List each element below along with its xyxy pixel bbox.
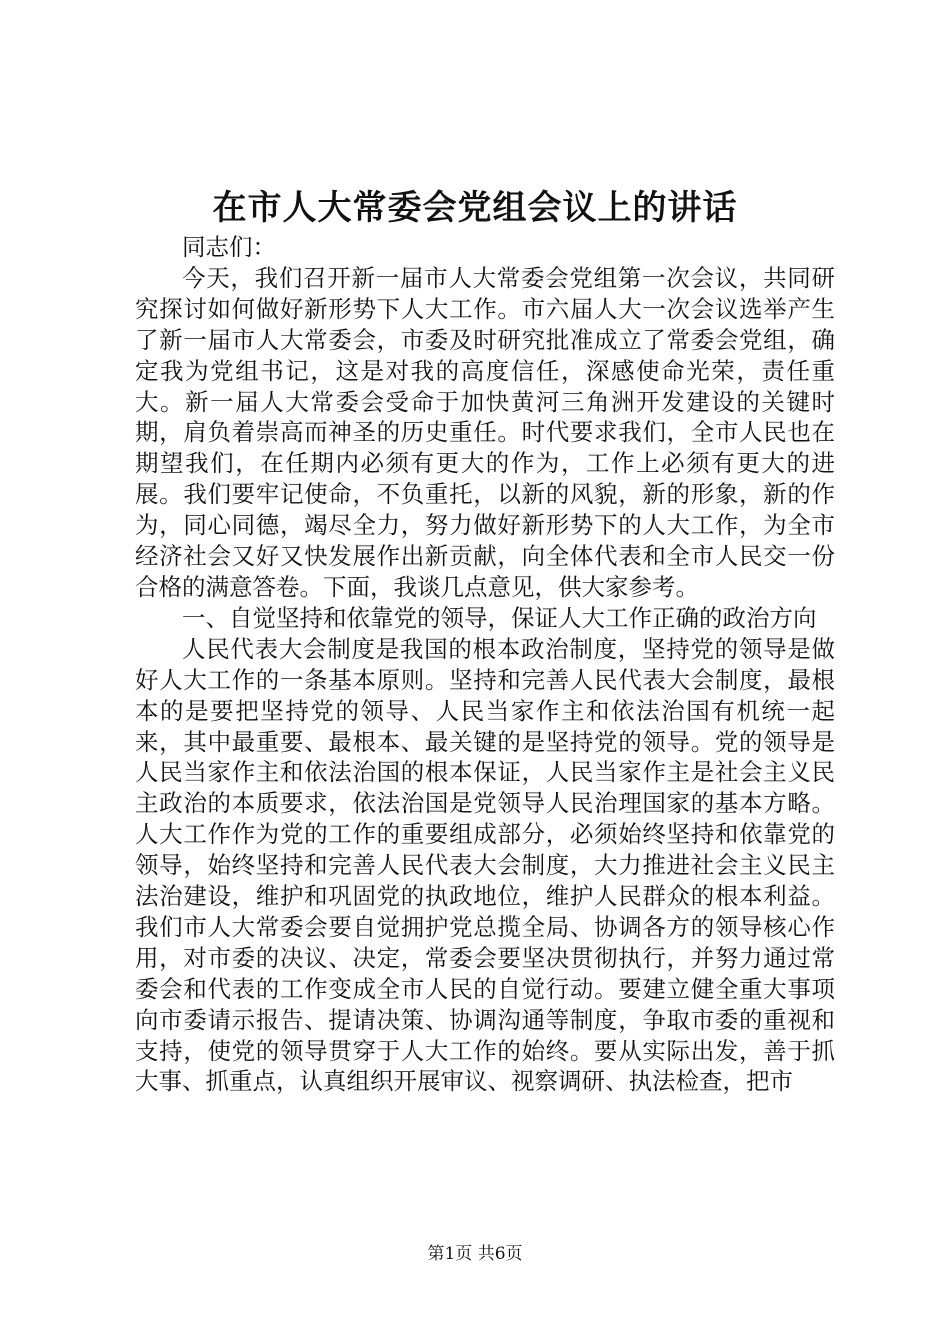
paragraph-intro: 今天，我们召开新一届市人大常委会党组第一次会议，共同研究探讨如何做好新形势下人大工作。市六届人大一次会议选举产生了新一届市人大常委会，市委及时研究批准成立了常委会党组，确定我为党组书记，这是对我的高度信任，深感使命光荣，责任重大。新一届人大常委会受命于加快黄河三角洲开发建设的关键时期，肩负着崇高而神圣的历史重任。时代要求我们，全市人民也在期望我们，在任期内必须有更大的作为，工作上必须有更大的进展。我们要牢记使命，不负重托，以新的风貌，新的形象，新的作为，同心同德，竭尽全力，努力做好新形势下的人大工作，为全市经济社会又好又快发展作出新贡献，向全体代表和全市人民交一份合格的满意答卷。下面，我谈几点意见，供大家参考。 [135,263,835,601]
document-body [135,232,835,1097]
page-number-footer: 第1页 共6页 [427,1244,523,1264]
salutation: 同志们： [182,233,276,261]
document-title: 在市人大常委会党组会议上的讲话 [212,188,738,228]
paragraph-section-1: 人民代表大会制度是我国的根本政治制度，坚持党的领导是做好人大工作的一条基本原则。坚持和完善人民代表大会制度，最根本的是要把坚持党的领导、人民当家作主和依法治国有机统一起来，其中最重要、最根本、最关键的是坚持党的领导。党的领导是人民当家作主和依法治国的根本保证，人民当家作主是社会主义民主政治的本质要求，依法治国是党领导人民治理国家的基本方略。人大工作作为党的工作的重要组成部分，必须始终坚持和依靠党的领导，始终坚持和完善人民代表大会制度，大力推进社会主义民主法治建设，维护和巩固党的执政地位，维护人民群众的根本利益。我们市人大常委会要自觉拥护党总揽全局、协调各方的领导核心作用，对市委的决议、决定，常委会要坚决贯彻执行，并努力通过常委会和代表的工作变成全市人民的自觉行动。要建立健全重大事项向市委请示报告、提请决策、协调沟通等制度，争取市委的重视和支持，使党的领导贯穿于人大工作的始终。要从实际出发，善于抓大事、抓重点，认真组织开展审议、视察调研、执法检查，把市 [135,634,835,1096]
section-heading-1: 一、自觉坚持和依靠党的领导，保证人大工作正确的政治方向 [182,603,817,632]
